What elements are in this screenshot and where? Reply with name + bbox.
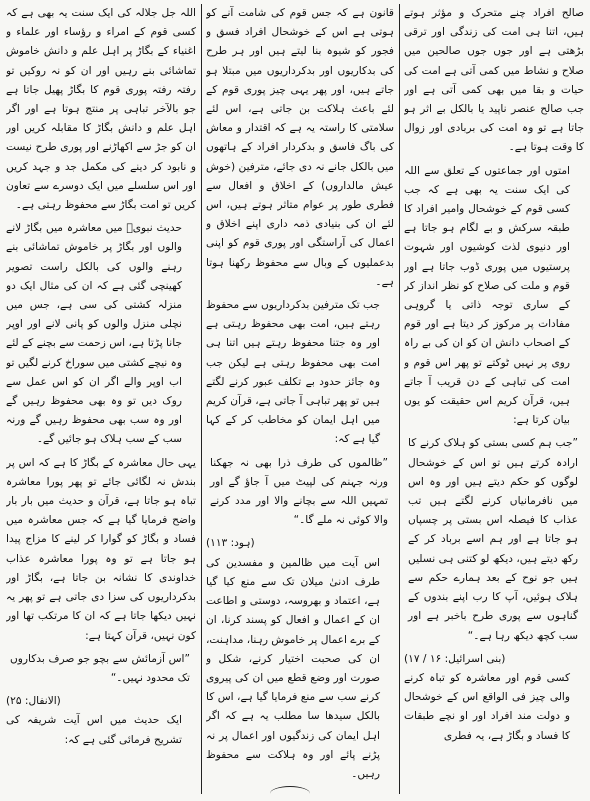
paragraph: کسی قوم اور معاشرہ کو تباہ کرنے والی چیز فی الواقع اس کے خوشحال و دولت مند افراد اور او نچے طبقات کا فساد و بگاڑ ہے، یہ فطری (404, 671, 570, 742)
column-left (6, 4, 196, 794)
paragraph: اللہ جل جلالہ کی ایک سنت یہ بھی ہے کہ کسی قوم کے امراء و رؤساء اور علماء و اغنیاء کے بگاڑ پر اہل علم و دانش خاموش تماشائی بنے رہیں اور ان کو نہ روکیں تو رفتہ رفتہ پوری قوم کا بگاڑ پھیل جاتا ہے جو بالآخر تباہی پر منتج ہوتا ہے اور اگر اہل علم و دانش بگاڑ کا مقابلہ کریں اور ان کو جڑ سے اکھاڑنے اور پوری طرح نیست و نابود کر دینے کی مکمل جد و جہد کریں اور اس سلسلے میں ایک دوسرے سے تعاون کریں تو امت بگاڑ سے محفوظ رہتی ہے۔ (6, 7, 196, 212)
paragraph: حدیث نبویؐ میں معاشرہ میں بگاڑ لانے والوں اور بگاڑ پر خاموش تماشائی بنے رہنے والوں کی بالکل راست تصویر کھینچی گئی ہے کہ ان کی مثال ایک دو منزلہ کشتی کی سی ہے، جس میں نچلی منزل والوں کو پانی لانے اور اوپر جانا پڑتا ہے، اس زحمت سے بچنے کے لئے وہ نیچے کشتی میں سوراخ کرنے لگیں تو اب اوپر والے اگر ان کو اس عمل سے روک دیں تو وہ بھی محفوظ رہیں گے اور وہ سب بھی محفوظ رہیں گے ورنہ سب کے سب ہلاک ہو جائیں گے۔ (6, 222, 182, 446)
page-ornament (270, 786, 310, 801)
paragraph: جب تک مترفین بدکرداریوں سے محفوظ رہتے ہیں، امت بھی محفوظ رہتی ہے اور وہ جتنا محفوظ رہتے ہیں اتنا ہی امت بھی محفوظ رہتی ہے لیکن جب وہ جائز حدود بے تکلف عبور کرنے لگتے ہیں تو پھر تباہی آ جاتی ہے، قرآن کریم میں اہل ایمان کو مخاطب کر کے کہا گیا ہے کہ: (206, 299, 380, 446)
paragraph: یہی حال معاشرہ کے بگاڑ کا ہے کہ اس پر بندش نہ لگائی جائے تو پھر پورا معاشرہ تباہ ہو جاتا ہے، قرآن و حدیث میں بار بار واضح فرمایا گیا ہے کہ جس معاشرہ میں فساد و بگاڑ کو گوارا کر لینے کا مزاج پیدا ہو جاتا ہے تو وہ پورا معاشرہ عذاب خداوندی کا نشانہ بن جاتا ہے، بگاڑ اور بدکرداریوں کی سزا دی جاتی ہے تو پھر یہ نہیں دیکھا جاتا ہے کہ ان کا مرتکب تھا اور کون نہیں، قرآن کہتا ہے: (6, 456, 196, 642)
paragraph: قانون ہے کہ جس قوم کی شامت آنے کو ہوتی ہے اس کے خوشحال افراد فسق و فجور کو شیوہ بنا لیتے ہیں اور ہر طرح کی بدکاریوں اور بدکرداریوں میں مبتلا ہو جاتے ہیں، اور پھر یہی چیز پوری قوم کے لئے باعث ہلاکت بن جاتی ہے، اس لئے سلامتی کا راستہ یہ ہے کہ اقتدار و معاش کی باگ فاسق و بدکردار افراد کے ہاتھوں میں بالکل جانے نہ دی جائے، مترفین (خوش عیش مالداروں) کے اخلاق و افعال سے فطری طور پر عوام متاثر ہوتے ہیں، اس لئے ان کی بنیادی ذمہ داری اپنے اخلاق و اعمال کی آراستگی اور پوری قوم کو اپنی بدعملیوں کے وبال سے محفوظ رکھنا ہوتا ہے۔ (206, 7, 394, 288)
paragraph: اس آیت میں ظالمین و مفسدین کی طرف ادنیٰ میلان تک سے منع کیا گیا ہے، اعتماد و بھروسہ، دوستی و اطاعت ان کے اعمال و افعال کو پسند کرنا، ان کے برے اعمال پر خاموش رہنا، مداہنت، ان کی صحبت اختیار کرنے، شکل و صورت اور وضع قطع میں ان کی پیروی کرنے سب سے منع فرمایا گیا ہے، اس کا بالکل سیدھا سا مطلب یہ ہے کہ اگر اہل ایمان کی زندگیوں اور اعمال پر نہ پڑنے پائے اور وہ ہلاکت سے محفوظ رہیں۔ (206, 556, 380, 780)
column-divider (399, 4, 400, 794)
column-middle (206, 4, 394, 794)
column-right (404, 4, 584, 794)
quran-quote: ”اس آزمائش سے بچو جو صرف بدکاروں تک محدود نہیں۔“ (10, 652, 190, 684)
paragraph: امتوں اور جماعتوں کے تعلق سے اللہ کی ایک سنت یہ بھی ہے کہ جب کسی قوم کے خوشحال وامیر افراد کا طبقہ سرکش و بے لگام ہو جاتا ہے اور دنیوی لذت کوشیوں اور شہوت پرستیوں میں پوری ڈوب جاتا ہے اور قوم و ملت کی صلاح کو نظر انداز کر کے ساری توجہ ذاتی یا گروہی مفادات پر مرکوز کر دیتا ہے اور قوم کے اصحاب دانش ان کو ان کی بے راہ روی پر نہیں ٹوکتے تو پھر اس قوم و امت کی تباہی کے دن قریب آ جاتے ہیں، قرآن کریم اس حقیقت کو یوں بیان کرتا ہے: (404, 164, 570, 427)
quote-reference: (الانفال: ۲۵) (6, 695, 61, 708)
quote-reference: (بنی اسرائیل: ۱۶ / ۱۷) (404, 652, 506, 665)
quran-quote: ”جب ہم کسی بستی کو ہلاک کرنے کا ارادہ کرتے ہیں تو اس کے خوشحال لوگوں کو حکم دیتے ہیں اور وہ اس میں نافرمانیاں کرنے لگتے ہیں تب عذاب کا فیصلہ اس بستی پر چسپاں ہو جاتا ہے اور ہم اسے برباد کر کے رکھ دیتے ہیں، دیکھ لو کتنی ہی نسلیں ہیں جو نوح کے بعد ہمارے حکم سے ہلاک ہوئیں، آپ کا رب اپنے بندوں کے گناہوں سے پوری طرح باخبر ہے اور سب کچھ دیکھ رہا ہے۔“ (408, 437, 578, 642)
quote-reference: (ہود: ۱۱۳) (206, 537, 255, 550)
column-divider (201, 4, 202, 794)
paragraph: صالح افراد چنے متحرک و مؤثر ہوتے ہیں، اتنا ہی امت کی زندگی اور ترقی بڑھتی ہے اور جوں جوں صالحین میں صلاح و نشاط میں کمی آتی ہے امت کی حیات و بقا میں بھی کمی آتی ہے اور جب صالح عنصر ناپید یا بالکل بے اثر ہو جاتا ہے تو وہ امت کی بربادی اور زوال کا وقت ہوتا ہے۔ (404, 7, 584, 154)
paragraph: ایک حدیث میں اس آیت شریفہ کی تشریح فرمائی گئی ہے کہ: (6, 714, 182, 746)
quran-quote: ”ظالموں کی طرف ذرا بھی نہ جھکنا ورنہ جہنم کی لپیٹ میں آ جاؤ گے اور تمہیں اللہ سے بچانے والا اور مدد کرنے والا کوئی نہ ملے گا۔“ (210, 456, 388, 527)
